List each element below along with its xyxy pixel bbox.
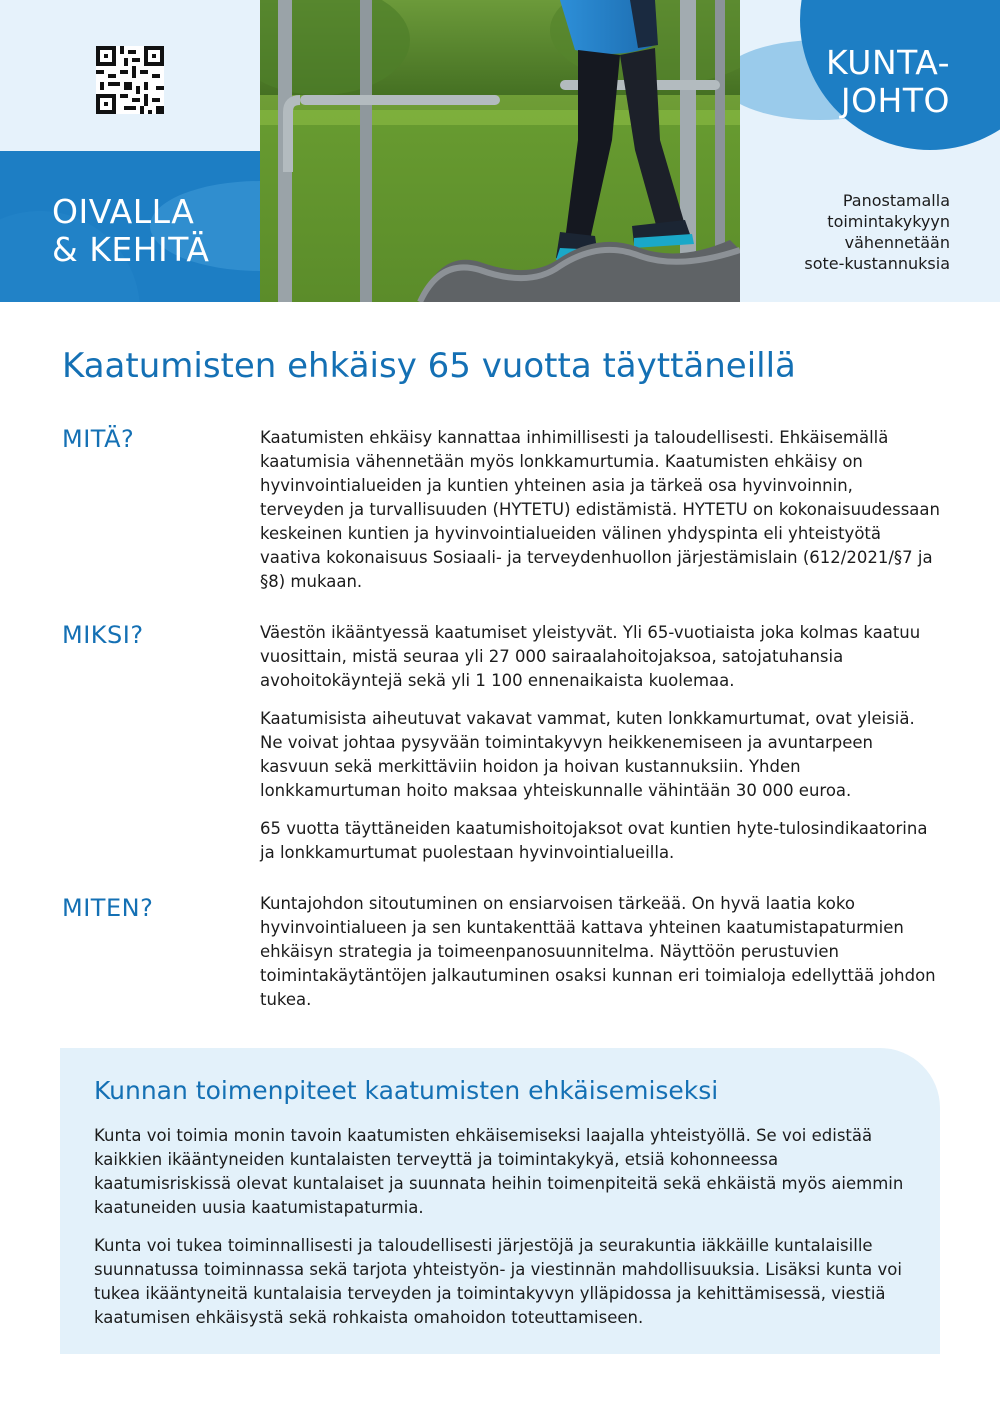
badge-right-line1: KUNTA-	[826, 43, 950, 82]
tagline	[760, 190, 950, 274]
info-box-text	[94, 1124, 914, 1344]
info-box	[60, 1048, 940, 1354]
tagline-line: Panostamalla	[842, 191, 950, 210]
tagline-line: sote-kustannuksia	[804, 254, 950, 273]
paragraph: 65 vuotta täyttäneiden kaatumishoitojaksot ovat kuntien hyte-tulosindikaatorina ja lonkkamurtumat puolestaan hyvinvointialueilla.	[260, 819, 928, 862]
paragraph: Kaatumisten ehkäisy kannattaa inhimillisesti ja taloudellisesti. Ehkäisemällä kaatumisia vähennetään myös lonkkamurtumia. Kaatumisten ehkäisy on hyvinvointialueiden ja kuntien yhteinen asia ja tärkeä osa hyvinvoinnin, terveyden ja turvallisuuden (HYTETU) edistämistä. HYTETU on kokonaisuudessaan keskeinen kuntien ja hyvinvointialueiden välinen yhdyspinta eli yhteistyötä vaativa kokonaisuus Sosiaali- ja terveydenhuollon järjestämislain (612/2021/§7 ja §8) mukaan.	[260, 428, 940, 591]
section-label-miten: MITEN?	[62, 894, 154, 922]
paragraph: Kunta voi toimia monin tavoin kaatumisten ehkäisemiseksi laajalla yhteistyöllä. Se voi edistää kaikkien ikääntyneiden kuntalaisten terveyttä ja toimintakykyä, etsiä kohonneessa kaatumisriskissä olevat kuntalaiset ja suunnata heihin toimenpiteitä sekä ehkäistä myös aiemmin kaatuneiden uusia kaatumistapaturmia.	[94, 1126, 904, 1217]
badge-left-line2: & KEHITÄ	[52, 230, 210, 269]
tagline-line: toimintakykyyn	[827, 212, 950, 231]
paragraph: Kaatumisista aiheutuvat vakavat vammat, kuten lonkkamurtumat, ovat yleisiä. Ne voivat johtaa pysyvään toimintakyvyn heikkenemiseen ja avuntarpeen kasvuun sekä merkittäviin hoidon ja hoivan kustannuksiin. Yhden lonkkamurtuman hoito maksaa yhteiskunnalle vähintään 30 000 euroa.	[260, 709, 915, 800]
section-label-miksi: MIKSI?	[62, 621, 144, 649]
section-text-miten	[260, 892, 940, 1026]
tagline-line: vähennetään	[844, 233, 950, 252]
badge-right-line2: JOHTO	[840, 81, 950, 120]
info-box-title: Kunnan toimenpiteet kaatumisten ehkäisemiseksi	[94, 1076, 719, 1105]
section-label-mita: MITÄ?	[62, 425, 135, 453]
badge-kuntajohto	[800, 44, 950, 120]
section-text-mita	[260, 426, 940, 608]
page-title: Kaatumisten ehkäisy 65 vuotta täyttäneillä	[62, 346, 796, 386]
badge-oivalla-kehita	[52, 193, 252, 269]
paragraph: Kunta voi tukea toiminnallisesti ja taloudellisesti järjestöjä ja seurakuntia iäkkäille kuntalaisille suunnatussa toiminnassa sekä tarjota yhteistyön- ja viestinnän mahdollisuuksia. Lisäksi kunta voi tukea ikääntyneitä kuntalaisia terveyden ja toimintakyvyn ylläpidossa ja kehittämisessä, viestiä kaatumisen ehkäisystä sekä rohkaista omahoidon toteuttamiseen.	[94, 1236, 902, 1327]
paragraph: Väestön ikääntyessä kaatumiset yleistyvät. Yli 65-vuotiaista joka kolmas kaatuu vuosittain, mistä seuraa yli 27 000 sairaalahoitojaksoa, satojatuhansia avohoitokäyntejä sekä yli 1 100 ennenaikaista kuolemaa.	[260, 623, 921, 690]
balance-exercise-photo	[260, 0, 740, 302]
section-text-miksi	[260, 621, 940, 879]
paragraph: Kuntajohdon sitoutuminen on ensiarvoisen tärkeää. On hyvä laatia koko hyvinvointialueen ja sen kuntakenttää kattava yhteinen kaatumistapaturmien ehkäisyn strategia ja toimeenpanosuunnitelma. Näyttöön perustuvien toimintakäytäntöjen jalkautuminen osaksi kunnan eri toimialoja edellyttää johdon tukea.	[260, 894, 936, 1009]
qr-code-icon[interactable]	[96, 46, 164, 114]
badge-left-line1: OIVALLA	[52, 192, 195, 231]
